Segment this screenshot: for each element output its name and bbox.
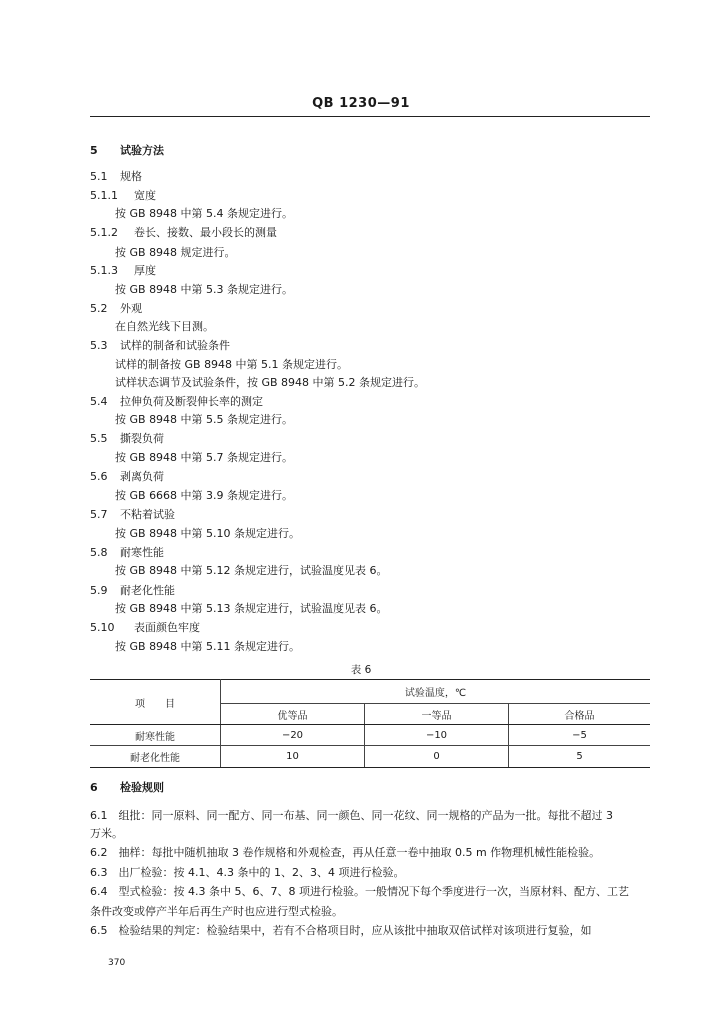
clause-text: 在自然光线下目测。	[115, 320, 214, 333]
clause-text: 按 GB 8948 中第 5.5 条规定进行。	[115, 413, 294, 426]
table-cell: −10	[365, 725, 509, 746]
rule-text: 万米。	[90, 827, 123, 840]
clause-title: 卷长、接数、最小段长的测量	[134, 226, 277, 239]
table-6	[90, 679, 650, 768]
clause-title: 试样的制备和试验条件	[120, 339, 230, 352]
clause-text: 按 GB 8948 中第 5.10 条规定进行。	[115, 527, 301, 540]
clause-number: 5	[90, 144, 98, 157]
clause-heading	[90, 432, 164, 446]
clause-heading	[90, 302, 142, 316]
clause-text: 按 GB 8948 中第 5.4 条规定进行。	[115, 207, 294, 220]
clause-text: 按 GB 8948 中第 5.3 条规定进行。	[115, 283, 294, 296]
clause-text: 试样状态调节及试验条件，按 GB 8948 中第 5.2 条规定进行。	[115, 376, 426, 389]
document-header: QB 1230—91	[312, 96, 410, 111]
clause-title: 表面颜色牢度	[134, 621, 200, 634]
grade-header: 优等品	[221, 704, 365, 725]
clause-title: 拉伸负荷及断裂伸长率的测定	[120, 395, 263, 408]
item-header: 项 目	[90, 680, 221, 725]
clause-heading	[90, 170, 142, 184]
clause-title: 剥离负荷	[120, 470, 164, 483]
test-temperature-header: 试验温度，℃	[221, 680, 651, 704]
clause-title: 宽度	[134, 189, 156, 202]
clause-number: 5.8	[90, 546, 108, 559]
clause-number: 5.1.3	[90, 264, 118, 277]
clause-number: 5.2	[90, 302, 108, 315]
clause-number: 5.3	[90, 339, 108, 352]
rule-text: 条件改变或停产半年后再生产时也应进行型式检验。	[90, 905, 343, 918]
clause-heading	[90, 395, 263, 409]
clause-heading	[90, 339, 230, 353]
clause-number: 5.4	[90, 395, 108, 408]
table-cell: 0	[365, 746, 509, 768]
clause-number: 5.7	[90, 508, 108, 521]
table-cell: 10	[221, 746, 365, 768]
clause-text: 按 GB 8948 中第 5.11 条规定进行。	[115, 640, 301, 653]
clause-heading	[90, 226, 277, 240]
table-cell: −5	[509, 725, 651, 746]
page-number: 370	[108, 958, 126, 968]
rule-text: 6.3 出厂检验：按 4.1、4.3 条中的 1、2、3、4 项进行检验。	[90, 866, 405, 879]
clause-heading	[90, 584, 175, 598]
clause-text: 按 GB 8948 中第 5.13 条规定进行，试验温度见表 6。	[115, 602, 388, 615]
section-6-heading	[90, 781, 164, 795]
clause-text: 按 GB 6668 中第 3.9 条规定进行。	[115, 489, 294, 502]
table-cell: 5	[509, 746, 651, 768]
section-heading	[90, 144, 164, 158]
rule-text: 6.5 检验结果的判定：检验结果中，若有不合格项目时，应从该批中抽取双倍试样对该项进行复验，如	[90, 924, 592, 937]
clause-heading	[90, 264, 156, 278]
grade-header: 合格品	[509, 704, 651, 725]
clause-title: 耐寒性能	[120, 546, 164, 559]
table-cell: −20	[221, 725, 365, 746]
section-title: 检验规则	[120, 781, 164, 794]
clause-title: 厚度	[134, 264, 156, 277]
clause-title: 外观	[120, 302, 142, 315]
clause-number: 5.10	[90, 621, 115, 634]
rule-text: 6.2 抽样：每批中随机抽取 3 卷作规格和外观检查，再从任意一卷中抽取 0.5 m 作物理机械性能检验。	[90, 846, 601, 859]
table-caption: 表 6	[350, 664, 372, 676]
clause-title: 撕裂负荷	[120, 432, 164, 445]
clause-title: 不粘着试验	[120, 508, 175, 521]
clause-text: 按 GB 8948 中第 5.12 条规定进行，试验温度见表 6。	[115, 564, 388, 577]
clause-number: 5.1.1	[90, 189, 118, 202]
clause-title: 试验方法	[120, 144, 164, 157]
clause-text: 按 GB 8948 规定进行。	[115, 246, 236, 259]
header-rule	[90, 116, 650, 117]
rule-text: 6.1 组批：同一原料、同一配方、同一布基、同一颜色、同一花纹、同一规格的产品为一批。每批不超过 3	[90, 809, 613, 822]
rule-text: 6.4 型式检验：按 4.3 条中 5、6、7、8 项进行检验。一般情况下每个季度进行一次，当原材料、配方、工艺	[90, 885, 629, 898]
clause-number: 5.5	[90, 432, 108, 445]
clause-heading	[90, 508, 175, 522]
clause-number: 5.6	[90, 470, 108, 483]
grade-header: 一等品	[365, 704, 509, 725]
clause-heading	[90, 189, 156, 203]
clause-number: 5.1.2	[90, 226, 118, 239]
clause-heading	[90, 621, 200, 635]
clause-number: 5.1	[90, 170, 108, 183]
section-number: 6	[90, 781, 98, 794]
clause-title: 耐老化性能	[120, 584, 175, 597]
clause-heading	[90, 470, 164, 484]
clause-title: 规格	[120, 170, 142, 183]
row-label: 耐老化性能	[90, 746, 221, 768]
row-label: 耐寒性能	[90, 725, 221, 746]
clause-text: 按 GB 8948 中第 5.7 条规定进行。	[115, 451, 294, 464]
clause-text: 试样的制备按 GB 8948 中第 5.1 条规定进行。	[115, 358, 349, 371]
clause-heading	[90, 546, 164, 560]
clause-number: 5.9	[90, 584, 108, 597]
